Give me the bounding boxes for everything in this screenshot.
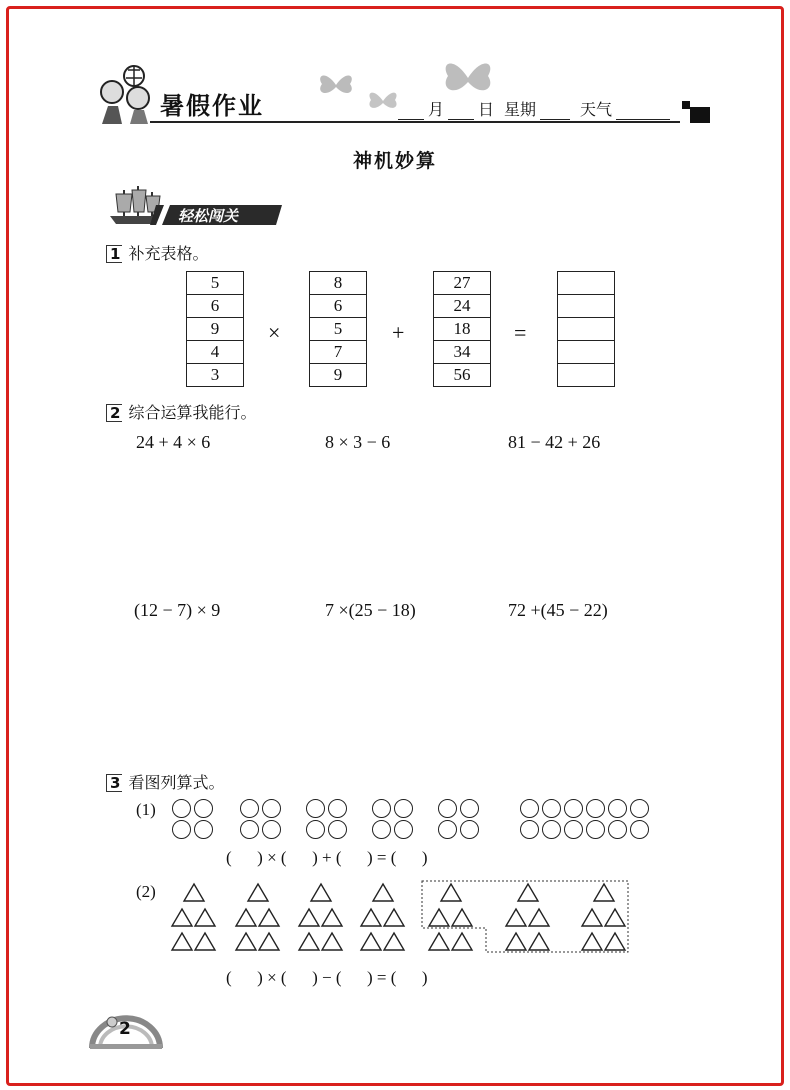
triangle-icon — [322, 933, 342, 950]
circle-icon — [460, 799, 479, 818]
expression: 8 × 3 − 6 — [325, 432, 391, 452]
triangle-icon — [441, 884, 461, 901]
circle-icon — [172, 799, 191, 818]
weekday-label: 星期 — [504, 100, 537, 119]
triangle-icon — [172, 909, 192, 926]
day-blank[interactable] — [448, 103, 474, 120]
month-blank[interactable] — [398, 103, 424, 120]
table-cell: 6 — [309, 294, 367, 317]
triangle-icon — [259, 933, 279, 950]
weekday-blank[interactable] — [540, 103, 570, 120]
table-cell: 56 — [433, 363, 491, 387]
table-cell: 9 — [186, 317, 244, 340]
triangle-icon — [506, 909, 526, 926]
circle-group — [438, 799, 480, 839]
circle-icon — [194, 799, 213, 818]
expression: 81 − 42 + 26 — [508, 432, 601, 452]
corner-block-icon — [682, 101, 710, 123]
q1-column-a — [186, 271, 244, 387]
q3-prompt: 看图列算式。 — [128, 773, 225, 792]
triangle-icon — [384, 933, 404, 950]
q3-part1-equation[interactable]: ( ) × ( ) + ( ) = ( ) — [226, 848, 428, 867]
triangle-icon — [429, 909, 449, 926]
day-label: 日 — [478, 100, 495, 119]
circle-icon — [306, 820, 325, 839]
q1-column-b — [309, 271, 367, 387]
q2-number: 2 — [106, 404, 122, 422]
butterfly-icon — [316, 70, 356, 100]
q3-part2-equation[interactable]: ( ) × ( ) − ( ) = ( ) — [226, 968, 428, 987]
expression: 7 ×(25 − 18) — [325, 600, 416, 620]
triangle-icon — [172, 933, 192, 950]
circle-icon — [438, 820, 457, 839]
answer-cell[interactable] — [557, 363, 615, 387]
table-cell: 24 — [433, 294, 491, 317]
month-label: 月 — [428, 100, 445, 119]
butterfly-icon — [440, 56, 496, 100]
table-cell: 7 — [309, 340, 367, 363]
circle-icon — [394, 799, 413, 818]
circle-icon — [328, 820, 347, 839]
weather-blank[interactable] — [616, 103, 670, 120]
circle-icon — [240, 799, 259, 818]
triangle-icon — [582, 909, 602, 926]
table-cell: 6 — [186, 294, 244, 317]
triangle-icon — [299, 909, 319, 926]
circle-icon — [630, 820, 649, 839]
circle-icon — [542, 799, 561, 818]
circle-icon — [372, 820, 391, 839]
circle-group — [172, 799, 214, 839]
triangle-icon — [605, 933, 625, 950]
triangle-icon — [529, 909, 549, 926]
circle-icon — [240, 820, 259, 839]
circle-icon — [172, 820, 191, 839]
triangle-icon — [184, 884, 204, 901]
q3-number: 3 — [106, 774, 122, 792]
q2-prompt: 综合运算我能行。 — [128, 403, 257, 422]
q2-heading — [106, 400, 256, 423]
kids-mascot-icon — [92, 62, 162, 128]
triangle-icon — [529, 933, 549, 950]
table-cell: 5 — [309, 317, 367, 340]
page-title: 神机妙算 — [352, 150, 437, 172]
triangle-icon — [452, 933, 472, 950]
table-cell: 34 — [433, 340, 491, 363]
answer-cell[interactable] — [557, 340, 615, 363]
triangle-icon — [452, 909, 472, 926]
answer-cell[interactable] — [557, 271, 615, 294]
circle-icon — [438, 799, 457, 818]
triangle-icon — [373, 884, 393, 901]
q3-heading — [106, 770, 224, 793]
triangle-icon — [195, 909, 215, 926]
circle-icon — [586, 799, 605, 818]
circle-icon — [630, 799, 649, 818]
triangle-icon — [518, 884, 538, 901]
triangle-icon — [299, 933, 319, 950]
butterfly-icon — [366, 88, 400, 114]
answer-cell[interactable] — [557, 294, 615, 317]
circle-group — [306, 799, 348, 839]
circle-icon — [586, 820, 605, 839]
table-cell: 5 — [186, 271, 244, 294]
triangle-figure — [168, 880, 638, 954]
equals-operator: = — [514, 320, 527, 345]
circle-icon — [460, 820, 479, 839]
triangle-icon — [605, 909, 625, 926]
expression: 72 +(45 − 22) — [508, 600, 608, 620]
q1-number: 1 — [106, 245, 122, 263]
circle-icon — [194, 820, 213, 839]
table-cell: 8 — [309, 271, 367, 294]
circle-icon — [520, 820, 539, 839]
brand-title: 暑假作业 — [160, 92, 264, 120]
triangle-icon — [384, 909, 404, 926]
q1-column-c — [433, 271, 491, 387]
circle-icon — [608, 799, 627, 818]
answer-cell[interactable] — [557, 317, 615, 340]
triangle-icon — [322, 909, 342, 926]
table-cell: 9 — [309, 363, 367, 387]
q1-result-column — [557, 271, 615, 387]
triangle-icon — [195, 933, 215, 950]
header-divider — [150, 121, 680, 123]
triangle-icon — [582, 933, 602, 950]
expression: 24 + 4 × 6 — [136, 432, 211, 452]
triangle-icon — [506, 933, 526, 950]
times-operator: × — [268, 320, 281, 345]
circle-icon — [262, 820, 281, 839]
plus-operator: + — [392, 320, 405, 345]
triangle-icon — [311, 884, 331, 901]
circle-icon — [328, 799, 347, 818]
triangle-icon — [594, 884, 614, 901]
triangle-icon — [236, 933, 256, 950]
circle-icon — [542, 820, 561, 839]
circle-group — [372, 799, 414, 839]
q3-part1-label: (1) — [136, 800, 156, 819]
triangle-icon — [259, 909, 279, 926]
triangle-icon — [361, 909, 381, 926]
weather-label: 天气 — [580, 100, 613, 119]
table-cell: 3 — [186, 363, 244, 387]
section-banner-label: 轻松闯关 — [178, 207, 239, 225]
circle-icon — [608, 820, 627, 839]
q1-heading — [106, 241, 208, 264]
page-number: 2 — [119, 1019, 131, 1039]
circle-icon — [306, 799, 325, 818]
circle-group — [240, 799, 282, 839]
triangle-icon — [429, 933, 449, 950]
expression: (12 − 7) × 9 — [134, 600, 221, 620]
table-cell: 18 — [433, 317, 491, 340]
date-fields — [398, 97, 670, 120]
circle-icon — [372, 799, 391, 818]
table-cell: 27 — [433, 271, 491, 294]
circle-icon — [262, 799, 281, 818]
circle-icon — [564, 820, 583, 839]
q1-prompt: 补充表格。 — [128, 244, 209, 263]
circle-icon — [394, 820, 413, 839]
triangle-icon — [361, 933, 381, 950]
triangle-icon — [248, 884, 268, 901]
circle-group-large — [520, 799, 650, 839]
circle-icon — [564, 799, 583, 818]
triangle-icon — [236, 909, 256, 926]
circle-icon — [520, 799, 539, 818]
table-cell: 4 — [186, 340, 244, 363]
q3-part2-label: (2) — [136, 882, 156, 901]
